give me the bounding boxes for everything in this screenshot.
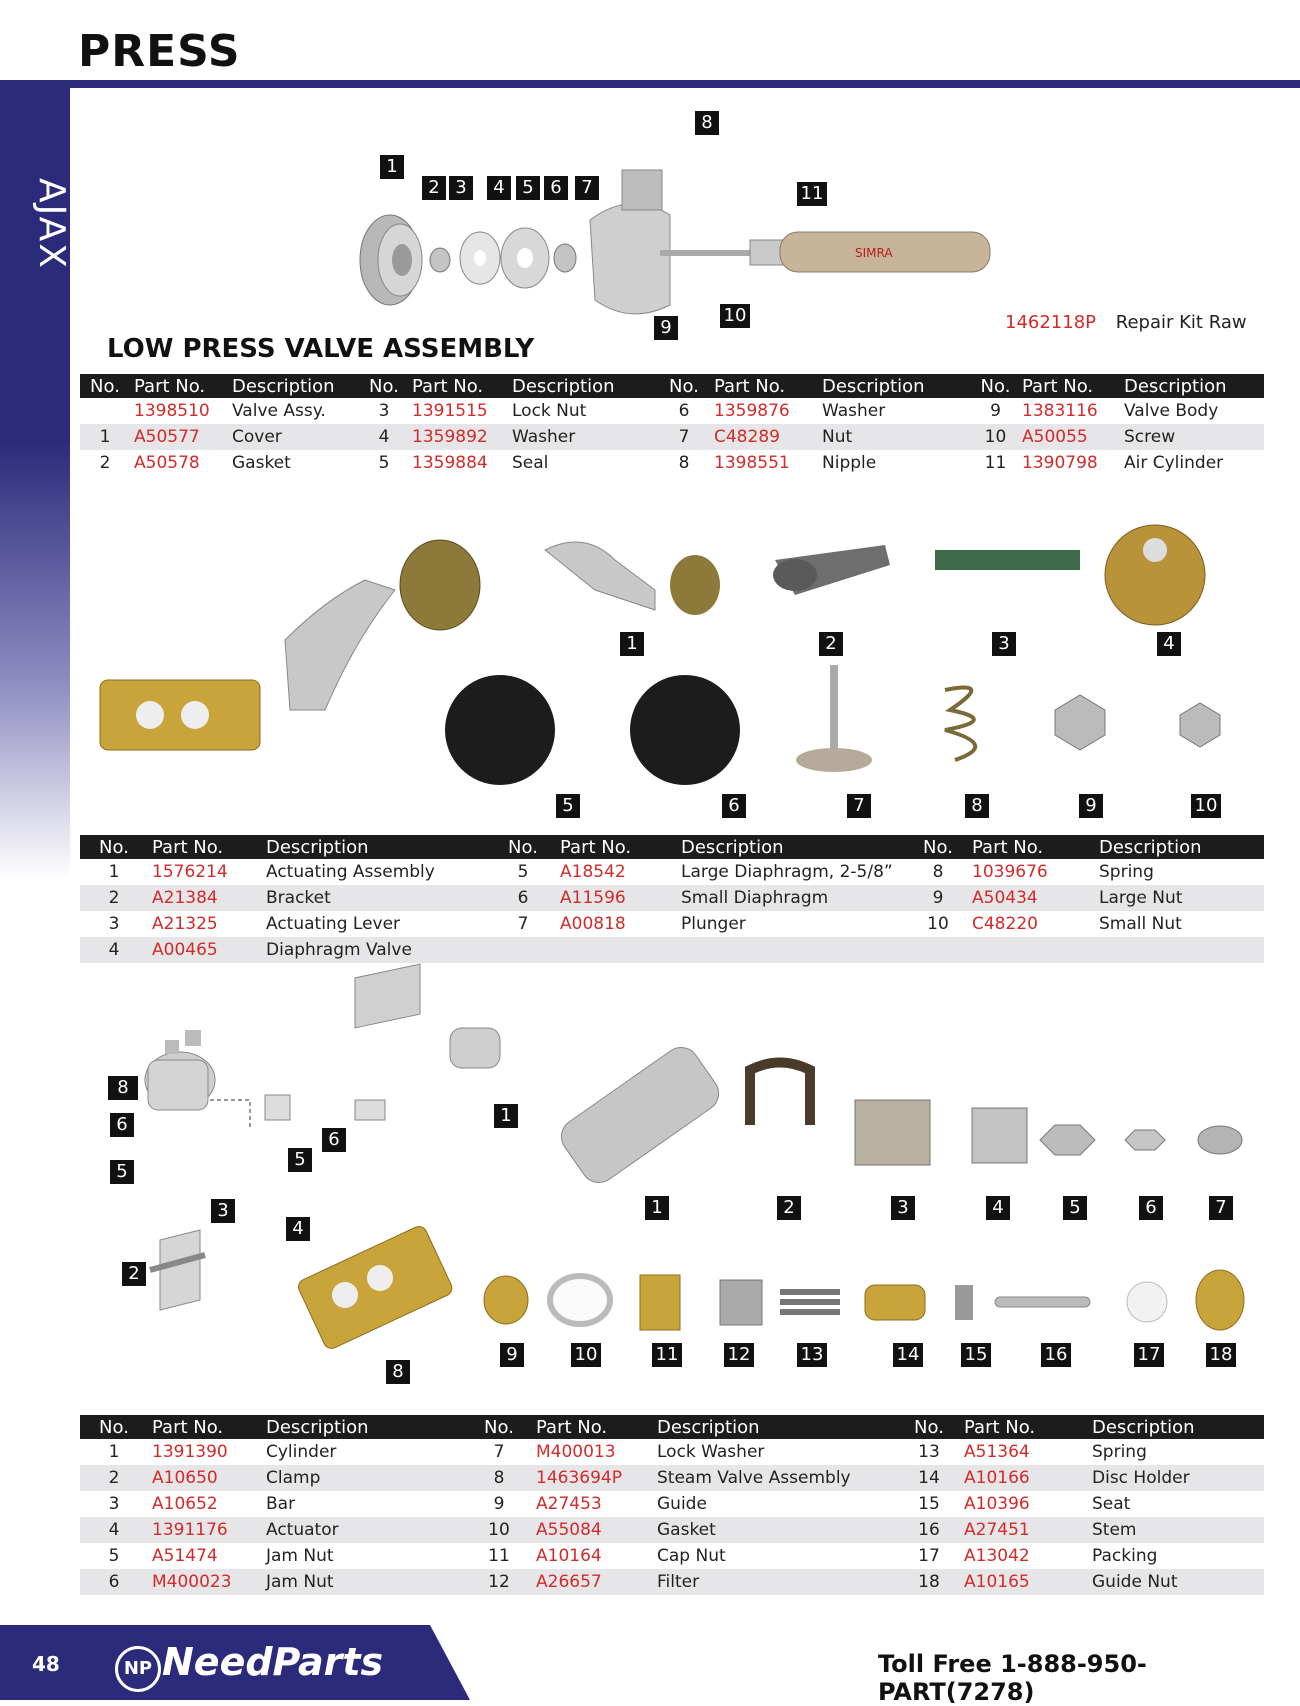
cell-no: 2 [80,1465,148,1491]
cell-description: Seat [1092,1494,1131,1514]
table-row [80,1517,1264,1543]
cell-no: 10 [466,1517,532,1543]
cell-no: 12 [466,1569,532,1595]
photo-callout-10: 10 [571,1343,601,1367]
cell-description: Lock Nut [512,401,587,421]
cell-description: Clamp [262,1465,466,1491]
low-press-valve-parts-table [80,374,1264,476]
cell-description: Plunger [681,914,746,934]
cell-part-no: 1463694P [532,1465,653,1491]
cell-description: Large Diaphragm, 2-5/8” [681,862,893,882]
col-header-description: Description [1095,835,1264,859]
cell-part-no [968,937,1095,963]
cell-description: Guide Nut [1088,1569,1264,1595]
cell-description: Washer [822,401,886,421]
cell-no: 11 [984,453,1007,473]
cell-description: Stem [1088,1517,1264,1543]
cell-description: Gasket [653,1517,898,1543]
cell-no: 9 [990,401,1001,421]
cell-part-no: A27453 [536,1494,602,1514]
cell-part-no: 1039676 [972,862,1048,882]
cell-no: 14 [898,1465,960,1491]
cell-no: 9 [493,1494,505,1514]
callout-4: 4 [1157,632,1181,656]
cell-description: Filter [653,1569,898,1595]
repair-kit [1005,312,1247,333]
photo-callout-17: 17 [1134,1343,1164,1367]
cell-no: 1 [108,1442,120,1462]
photo-callout-12: 12 [724,1343,754,1367]
cell-no: 6 [678,401,690,421]
diagram-callout-10: 8 [108,1076,138,1100]
cell-description [677,937,908,963]
col-header-part-no: Part No. [408,374,508,398]
cell-description: Diaphragm Valve [262,937,490,963]
section-title-low-press-valve: LOW PRESS VALVE ASSEMBLY [107,334,535,364]
cell-part-no: 1359884 [412,453,488,473]
cell-description: Nut [818,424,973,450]
cell-no: 10 [927,914,949,934]
repair-kit-description: Repair Kit Raw [1115,312,1247,333]
table-row [80,859,1264,885]
cell-no: 8 [932,862,944,882]
photo-callout-14: 14 [893,1343,923,1367]
photo-callout-3: 3 [891,1196,915,1220]
col-header-description: Description [508,374,658,398]
col-header-part-no: Part No. [148,1415,262,1439]
cell-no: 4 [80,1517,148,1543]
cell-part-no: 1383116 [1022,401,1098,421]
diagram-callout-4: 4 [286,1217,310,1241]
cell-no: 4 [80,937,148,963]
cell-part-no: A18542 [560,862,626,882]
cell-part-no: M400013 [536,1442,616,1462]
header-rule [0,80,1300,88]
cell-description: Valve Assy. [232,401,326,421]
cell-description: Actuating Assembly [266,862,435,882]
cell-part-no: A13042 [964,1546,1030,1566]
cell-no: 3 [108,1494,120,1514]
cell-description: Small Nut [1099,914,1182,934]
col-header-description: Description [228,374,360,398]
cell-no: 8 [466,1465,532,1491]
diagram-callout-9: 6 [110,1113,134,1137]
cell-no: 4 [360,424,408,450]
col-header-part-no: Part No. [1018,374,1120,398]
cell-description: Steam Valve Assembly [653,1465,898,1491]
cell-part-no: 1398510 [134,401,210,421]
table-row [80,937,1264,963]
cell-no [80,398,130,424]
cell-no: 18 [898,1569,960,1595]
cell-part-no: A50434 [968,885,1095,911]
cell-description: Actuating Lever [266,914,401,934]
callout-6: 6 [544,176,568,200]
svg-text:SIMRA: SIMRA [855,246,893,260]
cell-no: 15 [918,1494,940,1514]
cell-part-no: 1398551 [714,453,790,473]
cell-no: 1 [108,862,120,882]
cell-part-no: C48289 [710,424,818,450]
cell-no: 7 [493,1442,505,1462]
cell-no: 17 [918,1546,940,1566]
cell-description: Bar [266,1494,296,1514]
col-header-no: No. [80,1415,148,1439]
cell-no: 5 [108,1546,120,1566]
photo-callout-7: 7 [1209,1196,1233,1220]
photo-callout-4: 4 [986,1196,1010,1220]
cell-no: 9 [908,885,968,911]
cell-part-no: 1576214 [152,862,228,882]
col-header-part-no: Part No. [556,835,677,859]
photo-callout-15: 15 [961,1343,991,1367]
cell-part-no [556,937,677,963]
cell-no: 2 [80,885,148,911]
callout-6: 6 [722,794,746,818]
table-row [80,885,1264,911]
cell-part-no: 1359876 [714,401,790,421]
cell-part-no: 1391176 [148,1517,262,1543]
actuating-parts-table [80,835,1264,963]
cell-description: Valve Body [1124,401,1219,421]
table-row [80,1569,1264,1595]
diagram-callout-5b: 5 [288,1148,312,1172]
cell-description: Air Cylinder [1124,453,1224,473]
callout-1: 1 [620,632,644,656]
cell-part-no: A51364 [964,1442,1030,1462]
photo-callout-5: 5 [1063,1196,1087,1220]
page-title: PRESS [78,26,241,77]
cell-description: Spring [1092,1442,1147,1462]
col-header-part-no: Part No. [710,374,818,398]
actuating-assembly-image [95,520,1255,790]
diagram-callout-2: 2 [122,1262,146,1286]
diagram-callout-1: 1 [494,1104,518,1128]
callout-8: 8 [965,794,989,818]
col-header-description: Description [262,1415,466,1439]
cell-description: Seal [512,453,549,473]
cell-part-no: 1390798 [1022,453,1098,473]
callout-2: 2 [819,632,843,656]
photo-callout-11: 11 [652,1343,682,1367]
col-header-description: Description [1088,1415,1264,1439]
repair-kit-part-no: 1462118P [1005,312,1097,333]
cell-no: 1 [80,424,130,450]
callout-11: 11 [797,182,827,206]
cell-no: 6 [490,885,556,911]
callout-8: 8 [695,111,719,135]
col-header-no: No. [360,374,408,398]
col-header-no: No. [466,1415,532,1439]
diagram-callout-6: 6 [322,1128,346,1152]
cell-description: Jam Nut [266,1546,334,1566]
cell-description: Spring [1099,862,1154,882]
needparts-logo-text: NeedParts [162,1640,384,1684]
cell-description: Lock Washer [657,1442,765,1462]
cell-part-no: A50577 [130,424,228,450]
callout-10: 10 [720,304,750,328]
cell-no: 7 [658,424,710,450]
cell-no: 11 [488,1546,510,1566]
table-header-row [80,835,1264,859]
col-header-no: No. [80,835,148,859]
cell-no [908,937,968,963]
photo-callout-16: 16 [1041,1343,1071,1367]
col-header-description: Description [677,835,908,859]
col-header-part-no: Part No. [968,835,1095,859]
col-header-description: Description [653,1415,898,1439]
cell-part-no: A21325 [152,914,218,934]
photo-callout-18: 18 [1206,1343,1236,1367]
col-header-no: No. [490,835,556,859]
cell-part-no: A10166 [960,1465,1088,1491]
photo-callout-6: 6 [1139,1196,1163,1220]
cell-part-no: A50055 [1018,424,1120,450]
col-header-part-no: Part No. [532,1415,653,1439]
cell-no: 13 [918,1442,940,1462]
callout-4: 4 [487,176,511,200]
col-header-description: Description [818,374,973,398]
col-header-no: No. [898,1415,960,1439]
callout-7: 7 [847,794,871,818]
callout-2: 2 [422,176,446,200]
col-header-description: Description [262,835,490,859]
cell-part-no: 1391515 [412,401,488,421]
col-header-no: No. [908,835,968,859]
table-row [80,1543,1264,1569]
photo-callout-9: 9 [500,1343,524,1367]
cell-description [1095,937,1264,963]
cell-part-no: A10652 [152,1494,218,1514]
callout-1: 1 [380,155,404,179]
callout-3: 3 [992,632,1016,656]
cell-part-no: A10164 [536,1546,602,1566]
cell-description: Packing [1092,1546,1158,1566]
callout-5: 5 [516,176,540,200]
steam-valve-parts-table [80,1415,1264,1595]
cell-description: Screw [1120,424,1264,450]
photo-callout-1: 1 [645,1196,669,1220]
cell-no: 10 [973,424,1018,450]
cell-description: Large Nut [1095,885,1264,911]
col-header-part-no: Part No. [130,374,228,398]
diagram-callout-8: 5 [110,1160,134,1184]
cell-part-no: A00465 [148,937,262,963]
cell-part-no: M400023 [148,1569,262,1595]
cell-part-no: A50578 [134,453,200,473]
callout-5: 5 [556,794,580,818]
col-header-description: Description [1120,374,1264,398]
cell-part-no: A26657 [532,1569,653,1595]
cell-part-no: A55084 [532,1517,653,1543]
table-header-row [80,1415,1264,1439]
cell-part-no: A10650 [148,1465,262,1491]
cell-part-no: 1359892 [408,424,508,450]
col-header-part-no: Part No. [148,835,262,859]
table-row [80,398,1264,424]
needparts-logo-icon: NP [115,1646,161,1692]
callout-3: 3 [449,176,473,200]
cell-no: 16 [898,1517,960,1543]
photo-callout-13: 13 [797,1343,827,1367]
callout-9: 9 [1079,794,1103,818]
steam-valve-parts-photos [480,1030,1260,1350]
cell-no [490,937,556,963]
table-row [80,424,1264,450]
cell-no: 2 [99,453,111,473]
diagram-callout-8b: 8 [386,1360,410,1384]
low-press-valve-exploded-image [340,120,1100,330]
cell-description: Jam Nut [262,1569,466,1595]
table-row [80,1465,1264,1491]
cell-part-no: A10396 [964,1494,1030,1514]
cell-part-no: C48220 [972,914,1038,934]
cell-part-no: A27451 [960,1517,1088,1543]
table-row [80,911,1264,937]
toll-free-number: Toll Free 1-888-950-PART(7278) [878,1650,1147,1706]
col-header-part-no: Part No. [960,1415,1088,1439]
cell-part-no: A00818 [560,914,626,934]
callout-10: 10 [1191,794,1221,818]
cell-description: Cap Nut [657,1546,726,1566]
photo-callout-2: 2 [777,1196,801,1220]
table-row [80,1491,1264,1517]
cell-no: 8 [678,453,690,473]
cell-description: Gasket [232,453,291,473]
diagram-callout-3: 3 [211,1199,235,1223]
table-row [80,1439,1264,1465]
cell-description: Guide [657,1494,707,1514]
cell-no: 5 [378,453,390,473]
table-header-row [80,374,1264,398]
page-number: 48 [32,1652,60,1676]
cell-part-no: 1391390 [152,1442,228,1462]
cell-no: 6 [80,1569,148,1595]
cell-description: Small Diaphragm [677,885,908,911]
cell-description: Washer [508,424,658,450]
cell-part-no: A21384 [148,885,262,911]
side-label: AJAX [31,178,72,270]
col-header-no: No. [80,374,130,398]
cell-description: Nipple [822,453,877,473]
cell-description: Cylinder [266,1442,337,1462]
cell-description: Bracket [262,885,490,911]
callout-7: 7 [575,176,599,200]
cell-no: 7 [517,914,529,934]
table-row [80,450,1264,476]
cell-part-no: A11596 [556,885,677,911]
cell-part-no: A51474 [152,1546,218,1566]
cell-description: Actuator [262,1517,466,1543]
col-header-no: No. [973,374,1018,398]
cell-description: Cover [228,424,360,450]
cell-part-no: A10165 [960,1569,1088,1595]
cell-description: Disc Holder [1088,1465,1264,1491]
cell-no: 5 [517,862,529,882]
cell-no: 3 [108,914,120,934]
cell-no: 3 [378,401,390,421]
col-header-no: No. [658,374,710,398]
callout-9: 9 [654,316,678,340]
